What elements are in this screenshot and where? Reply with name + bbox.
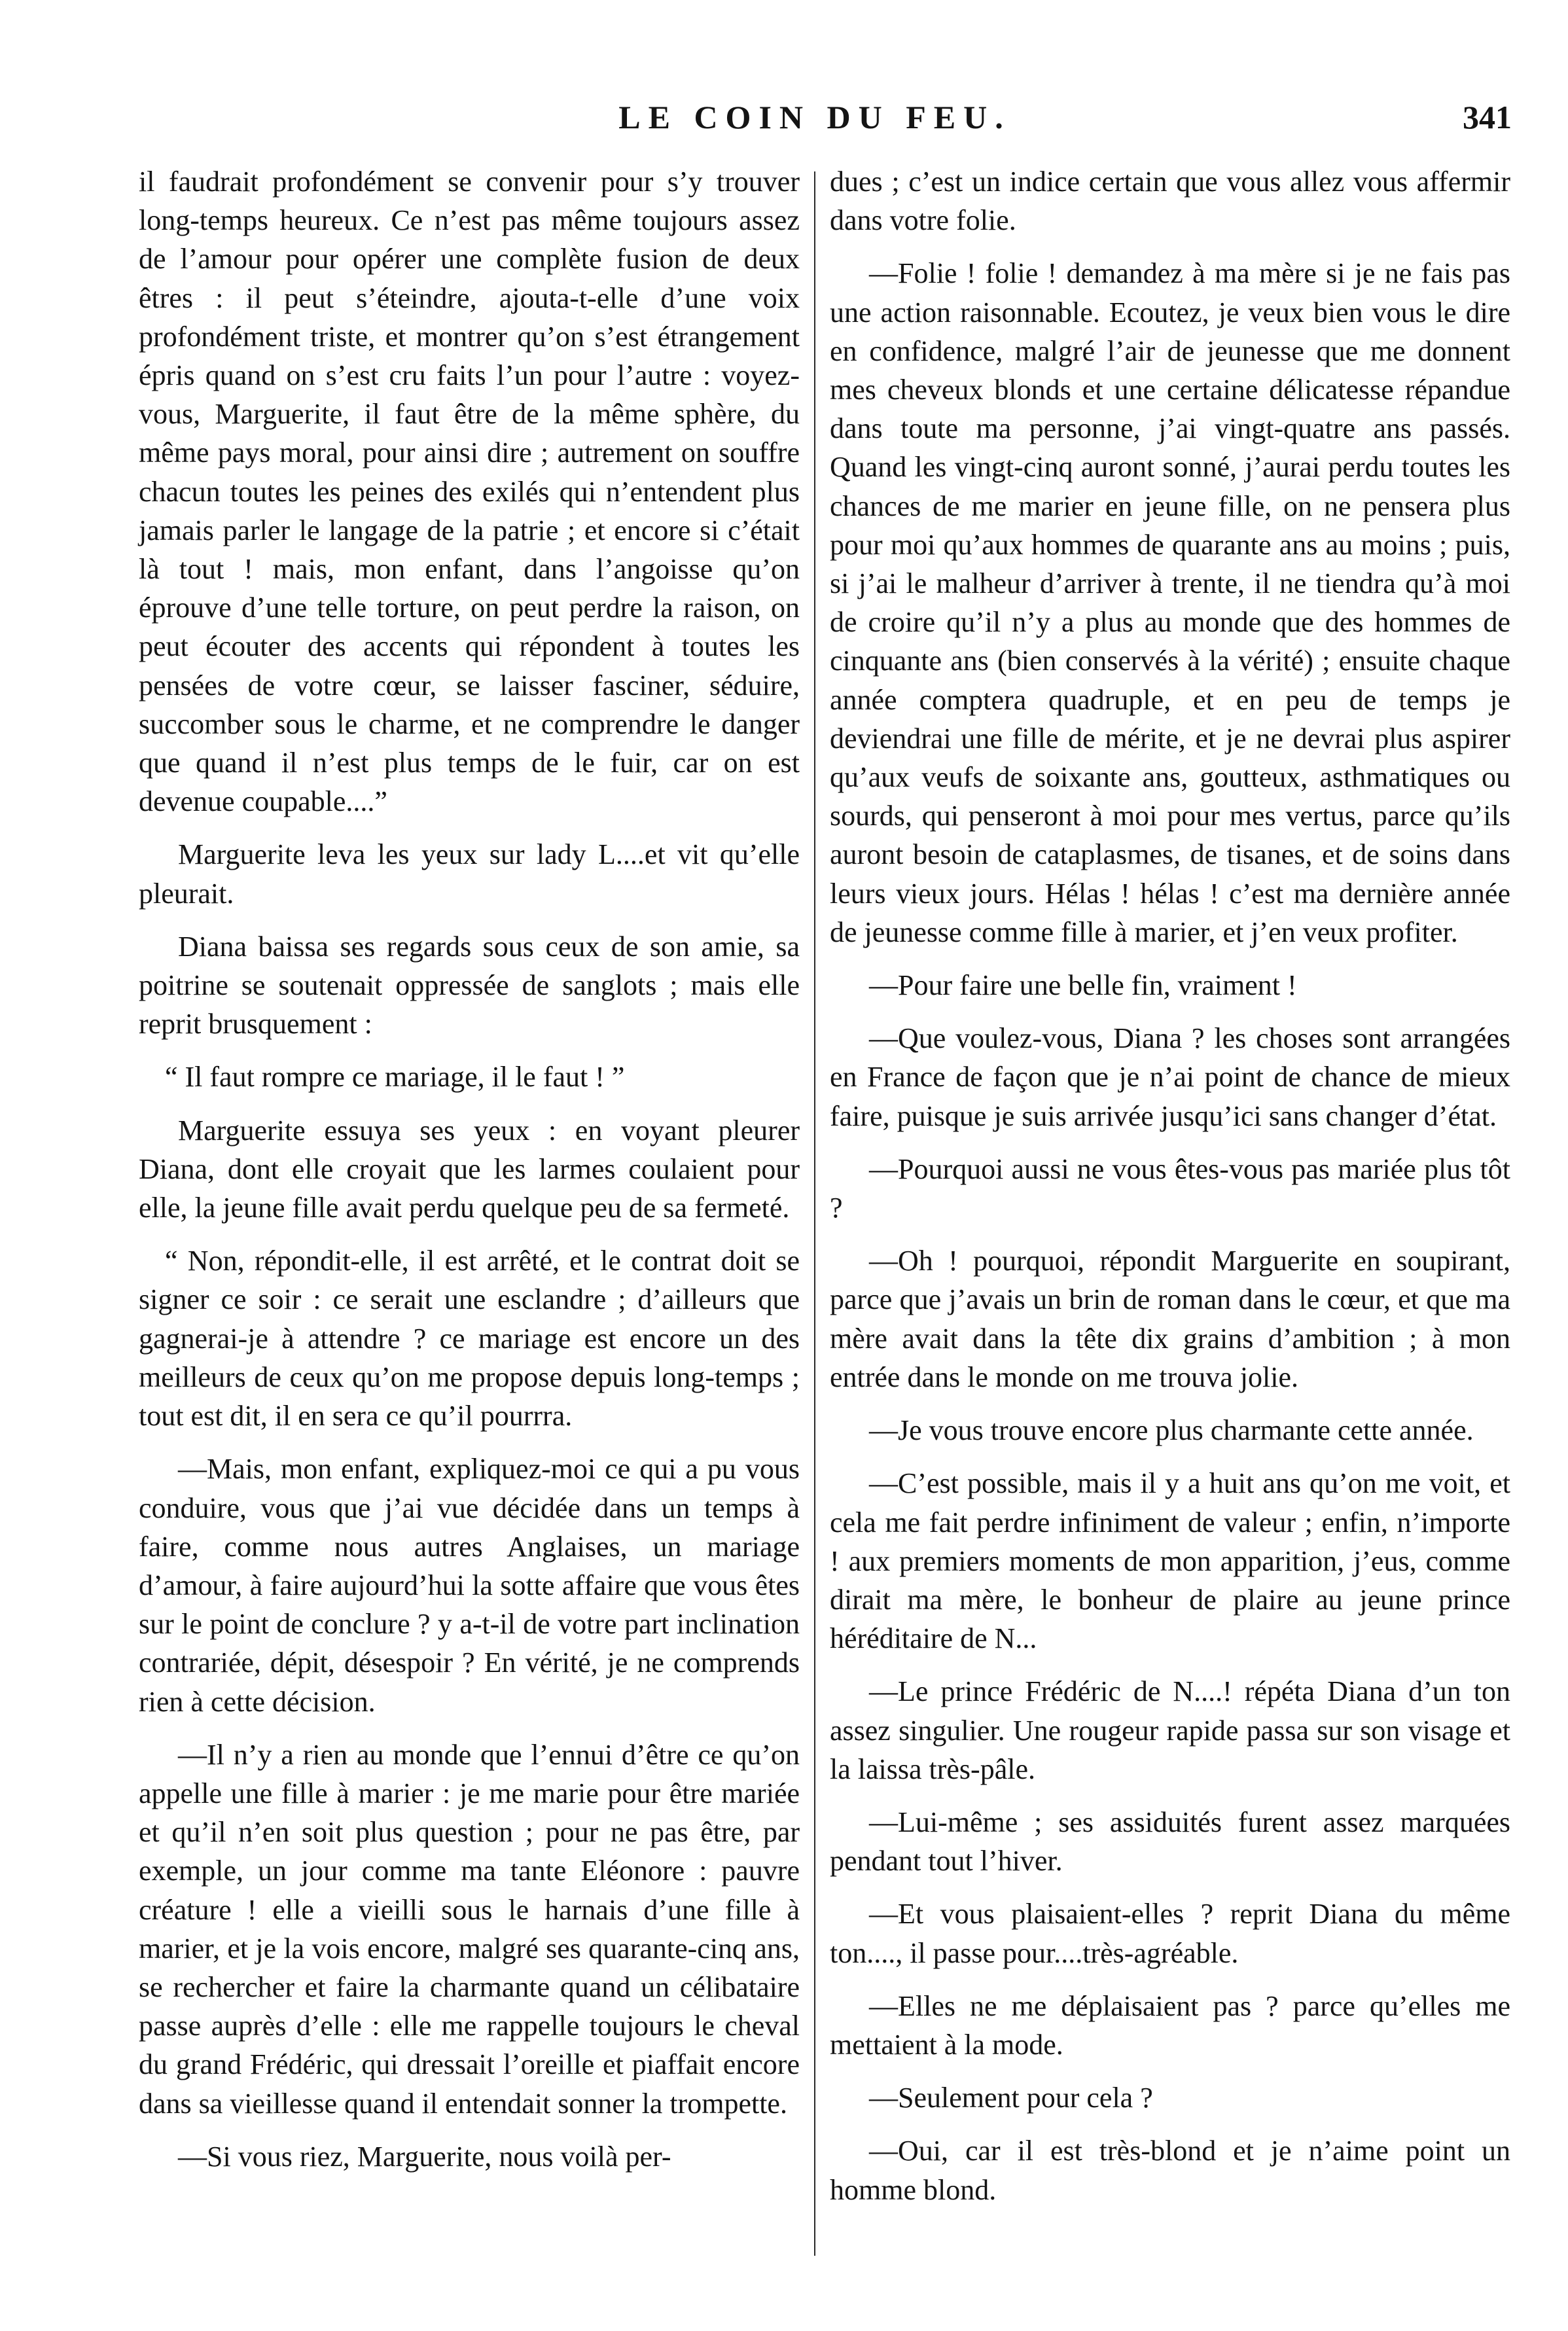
paragraph: il faudrait profondément se convenir pour s’y trouver long-temps heureux. Ce n’est pas même toujours assez de l’amour pour opérer une complète fusion de deux êtres : il peut s’éteindre, ajouta-t-elle d’une voix profondément triste, et montrer qu’on s’est étrangement épris quand on s’est cru faits l’un pour l’autre : voyez-vous, Marguerite, il faut être de la même sphère, du même pays moral, pour ainsi dire ; autrement on souffre chacun toutes les peines des exilés qui n’entendent plus jamais parler le langage de la patrie ; et encore si c’était là tout ! mais, mon enfant, dans l’angoisse qu’on éprouve d’une telle torture, on peut perdre la raison, on peut écouter des accents qui répondent à toutes les pensées de votre cœur, se laisser fasciner, séduire, succomber sous le charme, et ne comprendre le danger que quand il n’est plus temps de le fuir, car on est devenue coupable....” — [139, 166, 800, 818]
paragraph: “ Non, répondit-elle, il est arrêté, et le contrat doit se signer ce soir : ce serait une esclandre ; d’ailleurs que gagnerai-je à attendre ? ce mariage est encore un des meilleurs de ceux qu’on me propose depuis long-temps ; tout est dit, il en sera ce qu’il pourrra. — [139, 1245, 800, 1432]
paragraph: —Il n’y a rien au monde que l’ennui d’être ce qu’on appelle une fille à marier : je me marie pour être mariée et qu’il n’en soit plus question ; pour ne pas être, par exemple, un jour comme ma tante Eléonore : pauvre créature ! elle a vieilli sous le harnais d’une fille à marier, et je la vois encore, malgré ses quarante-cinq ans, se rechercher et faire la charmante quand un célibataire passe auprès d’elle : elle me rappelle toujours le cheval du grand Frédéric, qui dressait l’oreille et piaffait encore dans sa vieillesse quand il entendait sonner la trompette. — [139, 1738, 800, 2120]
paragraph: —Oui, car il est très-blond et je n’aime point un homme blond. — [830, 2135, 1510, 2206]
page-number: 341 — [1463, 99, 1512, 135]
paragraph: —Mais, mon enfant, expliquez-moi ce qui a pu vous conduire, vous que j’ai vue décidée dans un temps à faire, comme nous autres Anglaises, un mariage d’amour, à faire aujourd’hui la sotte affaire que vous êtes sur le point de conclure ? y a-t-il de votre part inclination contrariée, dépit, désespoir ? En vérité, je ne comprends rien à cette décision. — [139, 1453, 800, 1718]
right-column — [830, 162, 1510, 2224]
running-title: LE COIN DU FEU. — [618, 99, 1011, 135]
paragraph: —Si vous riez, Marguerite, nous voilà per- — [178, 2140, 671, 2173]
paragraph: —Oh ! pourquoi, répondit Marguerite en soupirant, parce que j’avais un brin de roman dans le cœur, et que ma mère avait dans la tête dix grains d’ambition ; à mon entrée dans le monde on me trouva jolie. — [830, 1245, 1510, 1393]
paragraph: —C’est possible, mais il y a huit ans qu’on me voit, et cela me fait perdre infiniment de valeur ; enfin, n’importe ! aux premiers moments de mon apparition, j’eus, comme dirait ma mère, le bonheur de plaire au jeune prince héréditaire de N... — [830, 1467, 1510, 1655]
paragraph: “ Il faut rompre ce mariage, il le faut ! ” — [165, 1061, 625, 1094]
paragraph: Marguerite leva les yeux sur lady L....et vit qu’elle pleurait. — [139, 838, 800, 910]
paragraph: —Je vous trouve encore plus charmante cette année. — [869, 1414, 1474, 1447]
paragraph: —Le prince Frédéric de N....! répéta Diana d’un ton assez singulier. Une rougeur rapide passa sur son visage et la laissa très-pâle. — [830, 1675, 1510, 1785]
paragraph: —Pour faire une belle fin, vraiment ! — [869, 969, 1297, 1002]
paragraph: —Elles ne me déplaisaient pas ? parce qu’elles me mettaient à la mode. — [830, 1989, 1510, 2061]
paragraph: Marguerite essuya ses yeux : en voyant pleurer Diana, dont elle croyait que les larmes coulaient pour elle, la jeune fille avait perdu quelque peu de sa fermeté. — [139, 1114, 800, 1224]
paragraph: —Pourquoi aussi ne vous êtes-vous pas mariée plus tôt ? — [830, 1152, 1510, 1224]
paragraph: —Seulement pour cela ? — [869, 2082, 1153, 2114]
left-column — [139, 162, 800, 2190]
paragraph: —Et vous plaisaient-elles ? reprit Diana du même ton...., il passe pour....très-agréable. — [830, 1898, 1510, 1969]
paragraph: —Que voulez-vous, Diana ? les choses sont arrangées en France de façon que je n’ai point de chance de mieux faire, puisque je suis arrivée jusqu’ici sans changer d’état. — [830, 1022, 1510, 1132]
paragraph: —Folie ! folie ! demandez à ma mère si je ne fais pas une action raisonnable. Ecoutez, je veux bien vous le dire en confidence, malgré l’air de jeunesse que me donnent mes cheveux blonds et une certaine délicatesse répandue dans toute ma personne, j’ai vingt-quatre ans passés. Quand les vingt-cinq auront sonné, j’aurai perdu toutes les chances de me marier en jeune fille, on ne pensera plus pour moi qu’aux hommes de quarante ans au moins ; puis, si j’ai le malheur d’arriver à trente, il ne tiendra qu’à moi de croire qu’il n’y a plus au monde que des hommes de cinquante ans (bien conservés à la vérité) ; ensuite chaque année comptera quadruple, et en peu de temps je deviendrai une fille de mérite, et je ne devrai plus aspirer qu’aux veufs de soixante ans, goutteux, asthmatiques ou sourds, qui penseront à moi pour mes vertus, parce qu’ils auront besoin de cataplasmes, de tisanes, et de soins dans leurs vieux jours. Hélas ! hélas ! c’est ma dernière année de jeunesse comme fille à marier, et j’en veux profiter. — [830, 257, 1510, 948]
paragraph: dues ; c’est un indice certain que vous allez vous affermir dans votre folie. — [830, 166, 1510, 237]
paragraph: Diana baissa ses regards sous ceux de son amie, sa poitrine se soutenait oppressée de sanglots ; mais elle reprit brusquement : — [139, 930, 800, 1041]
paragraph: —Lui-même ; ses assiduités furent assez marquées pendant tout l’hiver. — [830, 1806, 1510, 1877]
page-header — [118, 98, 1512, 157]
column-divider — [814, 171, 815, 2256]
